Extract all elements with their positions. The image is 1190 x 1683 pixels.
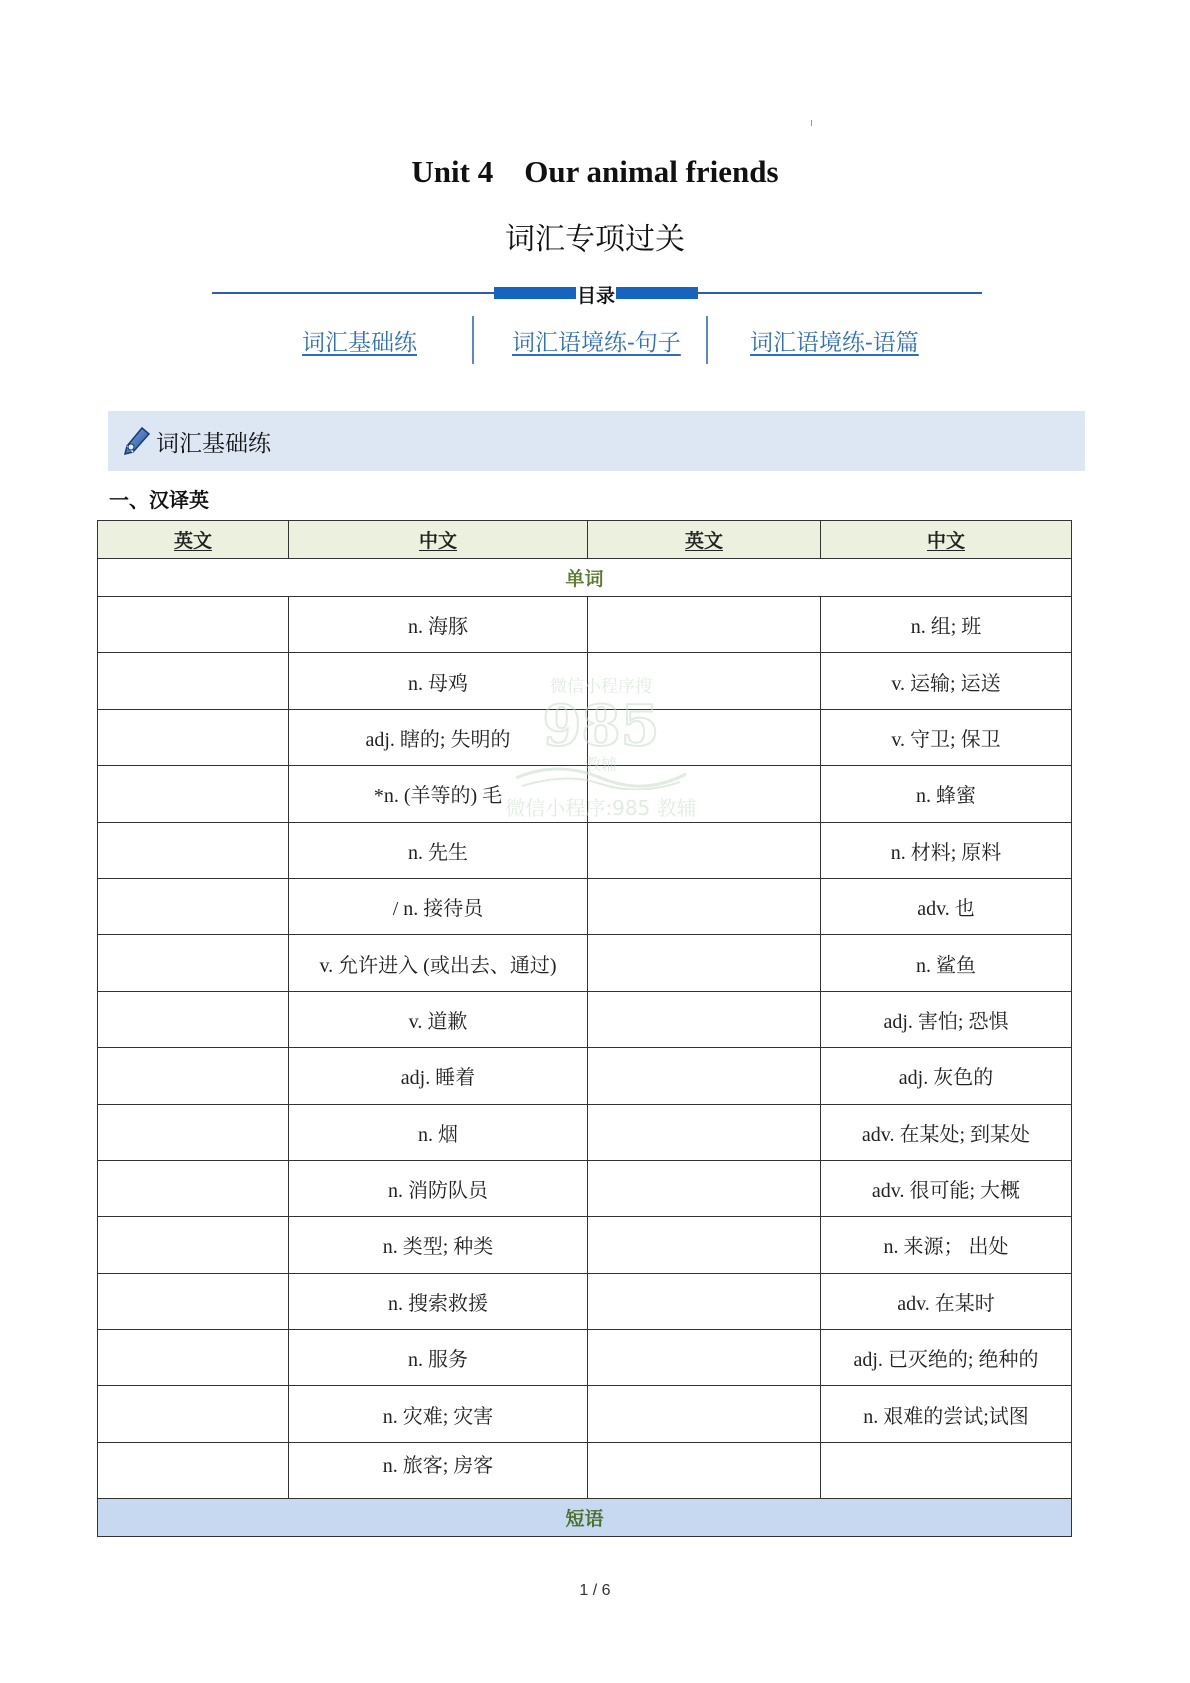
group-label-phrases: 短语: [98, 1499, 1072, 1537]
table-row: [98, 1273, 1072, 1329]
chinese-meaning-cell: n. 组; 班: [821, 597, 1072, 653]
toc-bar-right: [616, 287, 698, 299]
answer-cell-english[interactable]: [588, 653, 821, 709]
table-row: [98, 935, 1072, 991]
column-header-chinese: 中文: [821, 521, 1072, 559]
group-row-words: [98, 559, 1072, 597]
column-header-english: 英文: [98, 521, 289, 559]
answer-cell-english[interactable]: [588, 1273, 821, 1329]
watermark-number: 985: [542, 693, 660, 759]
chinese-meaning-cell: n. 搜索救援: [289, 1273, 588, 1329]
chinese-meaning-cell: n. 类型; 种类: [289, 1217, 588, 1273]
chinese-meaning-cell: adv. 在某时: [821, 1273, 1072, 1329]
answer-cell-english[interactable]: [98, 1104, 289, 1160]
chinese-meaning-cell: adj. 灰色的: [821, 1048, 1072, 1104]
answer-cell-english[interactable]: [588, 1217, 821, 1273]
answer-cell-english[interactable]: [588, 709, 821, 765]
chinese-meaning-cell: v. 运输; 运送: [821, 653, 1072, 709]
answer-cell-english[interactable]: [588, 597, 821, 653]
answer-cell-english[interactable]: [588, 935, 821, 991]
answer-cell-english[interactable]: [98, 597, 289, 653]
section-banner: [108, 411, 1085, 471]
column-header-english: 英文: [588, 521, 821, 559]
answer-cell-english[interactable]: [98, 1330, 289, 1386]
chinese-meaning-cell: n. 蜂蜜: [821, 766, 1072, 822]
answer-cell-english[interactable]: [98, 1160, 289, 1216]
chinese-meaning-cell: / n. 接待员: [289, 878, 588, 934]
answer-cell-english[interactable]: [588, 822, 821, 878]
chinese-meaning-cell: adv. 很可能; 大概: [821, 1160, 1072, 1216]
answer-cell-english[interactable]: [98, 1273, 289, 1329]
answer-cell-english[interactable]: [588, 878, 821, 934]
chinese-meaning-cell: n. 艰难的尝试;试图: [821, 1386, 1072, 1442]
table-row: [98, 766, 1072, 822]
scan-mark: [811, 120, 812, 126]
chinese-meaning-cell: n. 消防队员: [289, 1160, 588, 1216]
chinese-meaning-cell: n. 先生: [289, 822, 588, 878]
watermark-subtext: 教辅: [584, 755, 618, 774]
table-row: [98, 1442, 1072, 1498]
toc-link-passage[interactable]: 词汇语境练-语篇: [750, 330, 919, 356]
chinese-meaning-cell: n. 灾难; 灾害: [289, 1386, 588, 1442]
toc-bar-left: [494, 287, 576, 299]
answer-cell-english[interactable]: [588, 1386, 821, 1442]
watermark-text-top: 微信小程序搜: [550, 677, 652, 697]
table-row: [98, 1048, 1072, 1104]
toc-link-basic[interactable]: 词汇基础练: [302, 330, 417, 356]
chinese-meaning-cell: adj. 害怕; 恐惧: [821, 991, 1072, 1047]
chinese-meaning-cell: adj. 已灭绝的; 绝种的: [821, 1330, 1072, 1386]
toc-label: 目录: [576, 285, 615, 307]
table-row: [98, 878, 1072, 934]
toc-links: [0, 316, 1190, 364]
answer-cell-english[interactable]: [98, 1048, 289, 1104]
answer-cell-english[interactable]: [588, 1442, 821, 1498]
watermark-text-bottom: 微信小程序:985 教辅: [505, 796, 697, 820]
chinese-meaning-cell: adv. 在某处; 到某处: [821, 1104, 1072, 1160]
answer-cell-english[interactable]: [98, 822, 289, 878]
chinese-meaning-cell: n. 烟: [289, 1104, 588, 1160]
section-title: 词汇基础练: [156, 430, 271, 457]
group-label-words: 单词: [98, 559, 1072, 597]
answer-cell-english[interactable]: [588, 1330, 821, 1386]
chinese-meaning-cell: n. 海豚: [289, 597, 588, 653]
answer-cell-english[interactable]: [98, 878, 289, 934]
pen-icon: [122, 425, 152, 457]
answer-cell-english[interactable]: [588, 991, 821, 1047]
table-row: [98, 653, 1072, 709]
toc-divider-left: [212, 292, 494, 294]
answer-cell-english[interactable]: [98, 935, 289, 991]
answer-cell-english[interactable]: [98, 991, 289, 1047]
exercise-heading: 一、汉译英: [109, 488, 209, 512]
chinese-meaning-cell: v. 守卫; 保卫: [821, 709, 1072, 765]
page-number: 1 / 6: [579, 1582, 611, 1599]
chinese-meaning-cell: adj. 睡着: [289, 1048, 588, 1104]
answer-cell-english[interactable]: [588, 1160, 821, 1216]
chinese-meaning-cell: n. 服务: [289, 1330, 588, 1386]
toc-link-sentence[interactable]: 词汇语境练-句子: [512, 330, 681, 356]
answer-cell-english[interactable]: [98, 1442, 289, 1498]
chinese-meaning-cell: adj. 瞎的; 失明的: [289, 709, 588, 765]
table-row: [98, 1104, 1072, 1160]
table-row: [98, 1160, 1072, 1216]
page-title-chinese: 词汇专项过关: [505, 222, 685, 257]
column-header-chinese: 中文: [289, 521, 588, 559]
table-row: [98, 1386, 1072, 1442]
table-row: [98, 1330, 1072, 1386]
table-header-row: [98, 521, 1072, 559]
vocab-table: [97, 520, 1072, 1537]
answer-cell-english[interactable]: [98, 709, 289, 765]
chinese-meaning-cell: v. 道歉: [289, 991, 588, 1047]
toc-separator: [472, 316, 474, 364]
answer-cell-english[interactable]: [98, 766, 289, 822]
table-row: [98, 822, 1072, 878]
answer-cell-english[interactable]: [98, 653, 289, 709]
chinese-meaning-cell: n. 材料; 原料: [821, 822, 1072, 878]
toc-divider-right: [694, 292, 982, 294]
chinese-meaning-cell: v. 允许进入 (或出去、通过): [289, 935, 588, 991]
table-row: [98, 709, 1072, 765]
chinese-meaning-cell: *n. (羊等的) 毛: [289, 766, 588, 822]
answer-cell-english[interactable]: [98, 1217, 289, 1273]
answer-cell-english[interactable]: [588, 1104, 821, 1160]
chinese-meaning-cell: [821, 1442, 1072, 1498]
chinese-meaning-cell: n. 鲨鱼: [821, 935, 1072, 991]
table-row: [98, 991, 1072, 1047]
table-row: [98, 597, 1072, 653]
chinese-meaning-cell: n. 母鸡: [289, 653, 588, 709]
answer-cell-english[interactable]: [98, 1386, 289, 1442]
answer-cell-english[interactable]: [588, 766, 821, 822]
group-row-phrases: [98, 1499, 1072, 1537]
table-row: [98, 1217, 1072, 1273]
toc-separator: [706, 316, 708, 364]
chinese-meaning-cell: n. 来源； 出处: [821, 1217, 1072, 1273]
chinese-meaning-cell: adv. 也: [821, 878, 1072, 934]
chinese-meaning-cell: n. 旅客; 房客: [289, 1442, 588, 1498]
page-title-english: Unit 4 Our animal friends: [411, 154, 779, 189]
answer-cell-english[interactable]: [588, 1048, 821, 1104]
